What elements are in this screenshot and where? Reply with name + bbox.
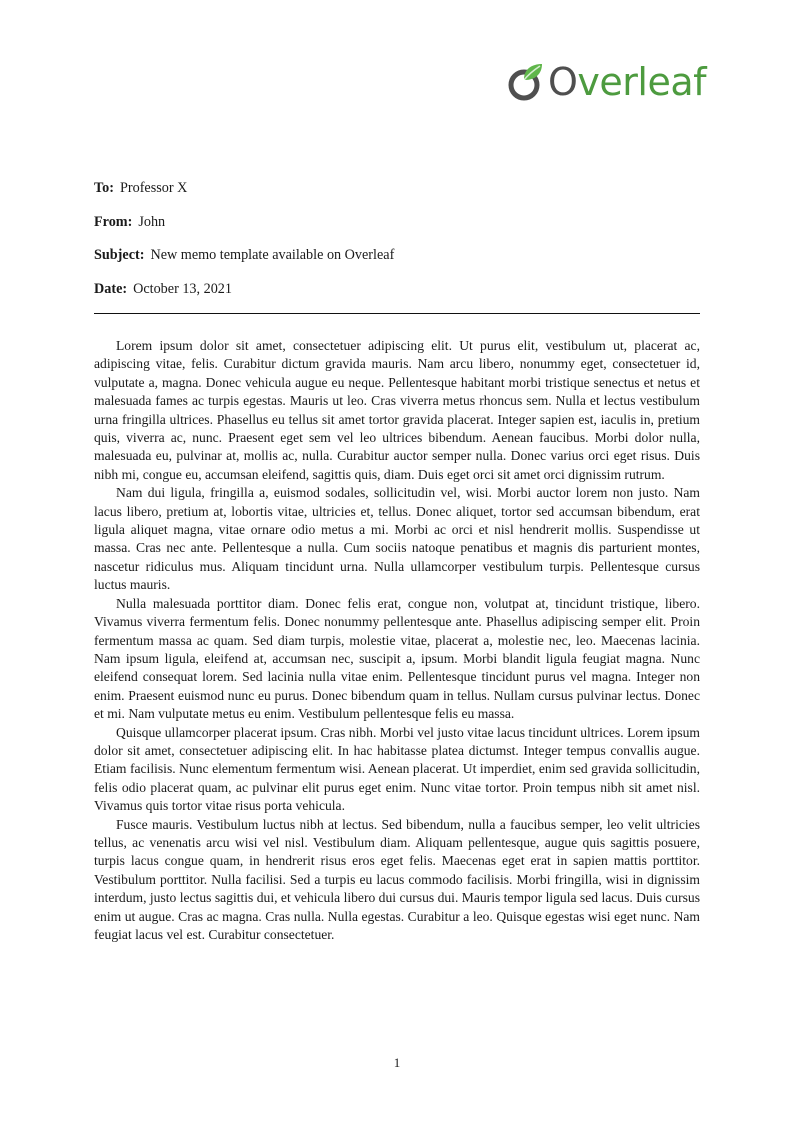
- memo-header-fields: [94, 180, 700, 314]
- memo-body: [94, 337, 700, 944]
- body-paragraph: Nam dui ligula, fringilla a, euismod sodales, sollicitudin vel, wisi. Morbi auctor lorem non justo. Nam lacus libero, pretium at, lobortis vitae, ultricies et, tellus. Donec aliquet, tortor sed accumsan bibendum, erat ligula aliquet magna, vitae ornare odio metus a mi. Morbi ac orci et nisl hendrerit mollis. Suspendisse ut massa. Cras nec ante. Pellentesque a nulla. Cum sociis natoque penatibus et magnis dis parturient montes, nascetur ridiculus mus. Aliquam tincidunt urna. Nulla ullamcorper vestibulum turpis. Pellentesque cursus luctus mauris.: [94, 485, 700, 593]
- memo-field-from: [94, 214, 700, 231]
- memo-field-date-value: October 13, 2021: [133, 280, 232, 297]
- memo-field-date-label: Date:: [94, 280, 128, 297]
- memo-field-from-value: John: [138, 213, 166, 230]
- overleaf-wordmark-green: verleaf: [577, 60, 706, 104]
- memo-field-subject-value: New memo template available on Overleaf: [150, 247, 395, 264]
- page-number: 1: [393, 1055, 401, 1070]
- memo-field-to-value: Professor X: [119, 180, 188, 196]
- memo-field-date: [94, 281, 700, 298]
- memo-field-to-label: To:: [94, 180, 114, 196]
- memo-field-subject-label: Subject:: [94, 247, 145, 264]
- body-paragraph: Nulla malesuada porttitor diam. Donec felis erat, congue non, volutpat at, tincidunt tristique, libero. Vivamus viverra fermentum felis. Donec nonummy pellentesque ante. Phasellus adipiscing semper elit. Proin fermentum massa ac quam. Sed diam turpis, molestie vitae, placerat a, molestie nec, leo. Maecenas lacinia. Nam ipsum ligula, eleifend at, accumsan nec, suscipit a, ipsum. Morbi blandit ligula feugiat magna. Nunc eleifend consequat lorem. Sed lacinia nulla vitae enim. Pellentesque tincidunt purus vel magna. Integer non enim. Praesent euismod nunc eu purus. Donec bibendum quam in tellus. Nullam cursus pulvinar lectus. Donec et mi. Nam vulputate metus eu enim. Vestibulum pellentesque felis eu massa.: [94, 595, 700, 722]
- memo-field-from-label: From:: [94, 213, 133, 230]
- overleaf-wordmark-dark: O: [547, 60, 578, 104]
- body-paragraph: Fusce mauris. Vestibulum luctus nibh at lectus. Sed bibendum, nulla a faucibus semper, leo velit ultricies tellus, ac venenatis arcu wisi vel nisl. Vestibulum diam. Aliquam pellentesque, augue quis sagittis posuere, turpis lacus congue quam, in hendrerit risus eros eget felis. Maecenas eget erat in sapien mattis porttitor. Vestibulum porttitor. Nulla facilisi. Sed a turpis eu lacus commodo facilisis. Morbi fringilla, wisi in dignissim interdum, justo lectus sagittis dui, et vehicula libero dui cursus dui. Mauris tempor ligula sed lacus. Duis cursus enim ut augue. Cras ac magna. Cras nulla. Nulla egestas. Curabitur a leo. Quisque egestas wisi eget nunc. Nam feugiat lacus vel est. Curabitur consectetuer.: [94, 816, 700, 942]
- body-paragraph: Quisque ullamcorper placerat ipsum. Cras nibh. Morbi vel justo vitae lacus tincidunt ultrices. Lorem ipsum dolor sit amet, consectetuer adipiscing elit. In hac habitasse platea dictumst. Integer tempus convallis augue. Etiam facilisis. Nunc elementum fermentum wisi. Aenean placerat. Ut imperdiet, enim sed gravida sollicitudin, felis odio placerat quam, ac pulvinar elit purus eget enim. Nunc vitae tortor. Proin tempus nibh sit amet nisl. Vivamus quis tortor vitae risus porta vehicula.: [94, 724, 700, 814]
- body-paragraph: Lorem ipsum dolor sit amet, consectetuer adipiscing elit. Ut purus elit, vestibulum ut, placerat ac, adipiscing vitae, felis. Curabitur dictum gravida mauris. Nam arcu libero, nonummy eget, consectetuer id, vulputate a, magna. Donec vehicula augue eu neque. Pellentesque habitant morbi tristique senectus et netus et malesuada fames ac turpis egestas. Mauris ut leo. Cras viverra metus rhoncus sem. Nulla et lectus vestibulum urna fringilla ultrices. Phasellus eu tellus sit amet tortor gravida placerat. Integer sapien est, iaculis in, pretium quis, viverra ac, nunc. Praesent eget sem vel leo ultrices bibendum. Aenean faucibus. Morbi dolor nulla, malesuada eu, pulvinar at, mollis ac, nulla. Curabitur auctor semper nulla. Donec varius orci eget risus. Duis nibh mi, congue eu, accumsan eleifend, sagittis quis, diam. Duis eget orci sit amet orci dignissim rutrum.: [94, 338, 700, 482]
- memo-field-subject: [94, 247, 700, 264]
- header-divider: [94, 313, 700, 314]
- memo-field-to: [94, 180, 700, 197]
- overleaf-logo: [504, 58, 706, 106]
- overleaf-wordmark: [547, 60, 706, 104]
- overleaf-leaf-icon: [504, 61, 546, 103]
